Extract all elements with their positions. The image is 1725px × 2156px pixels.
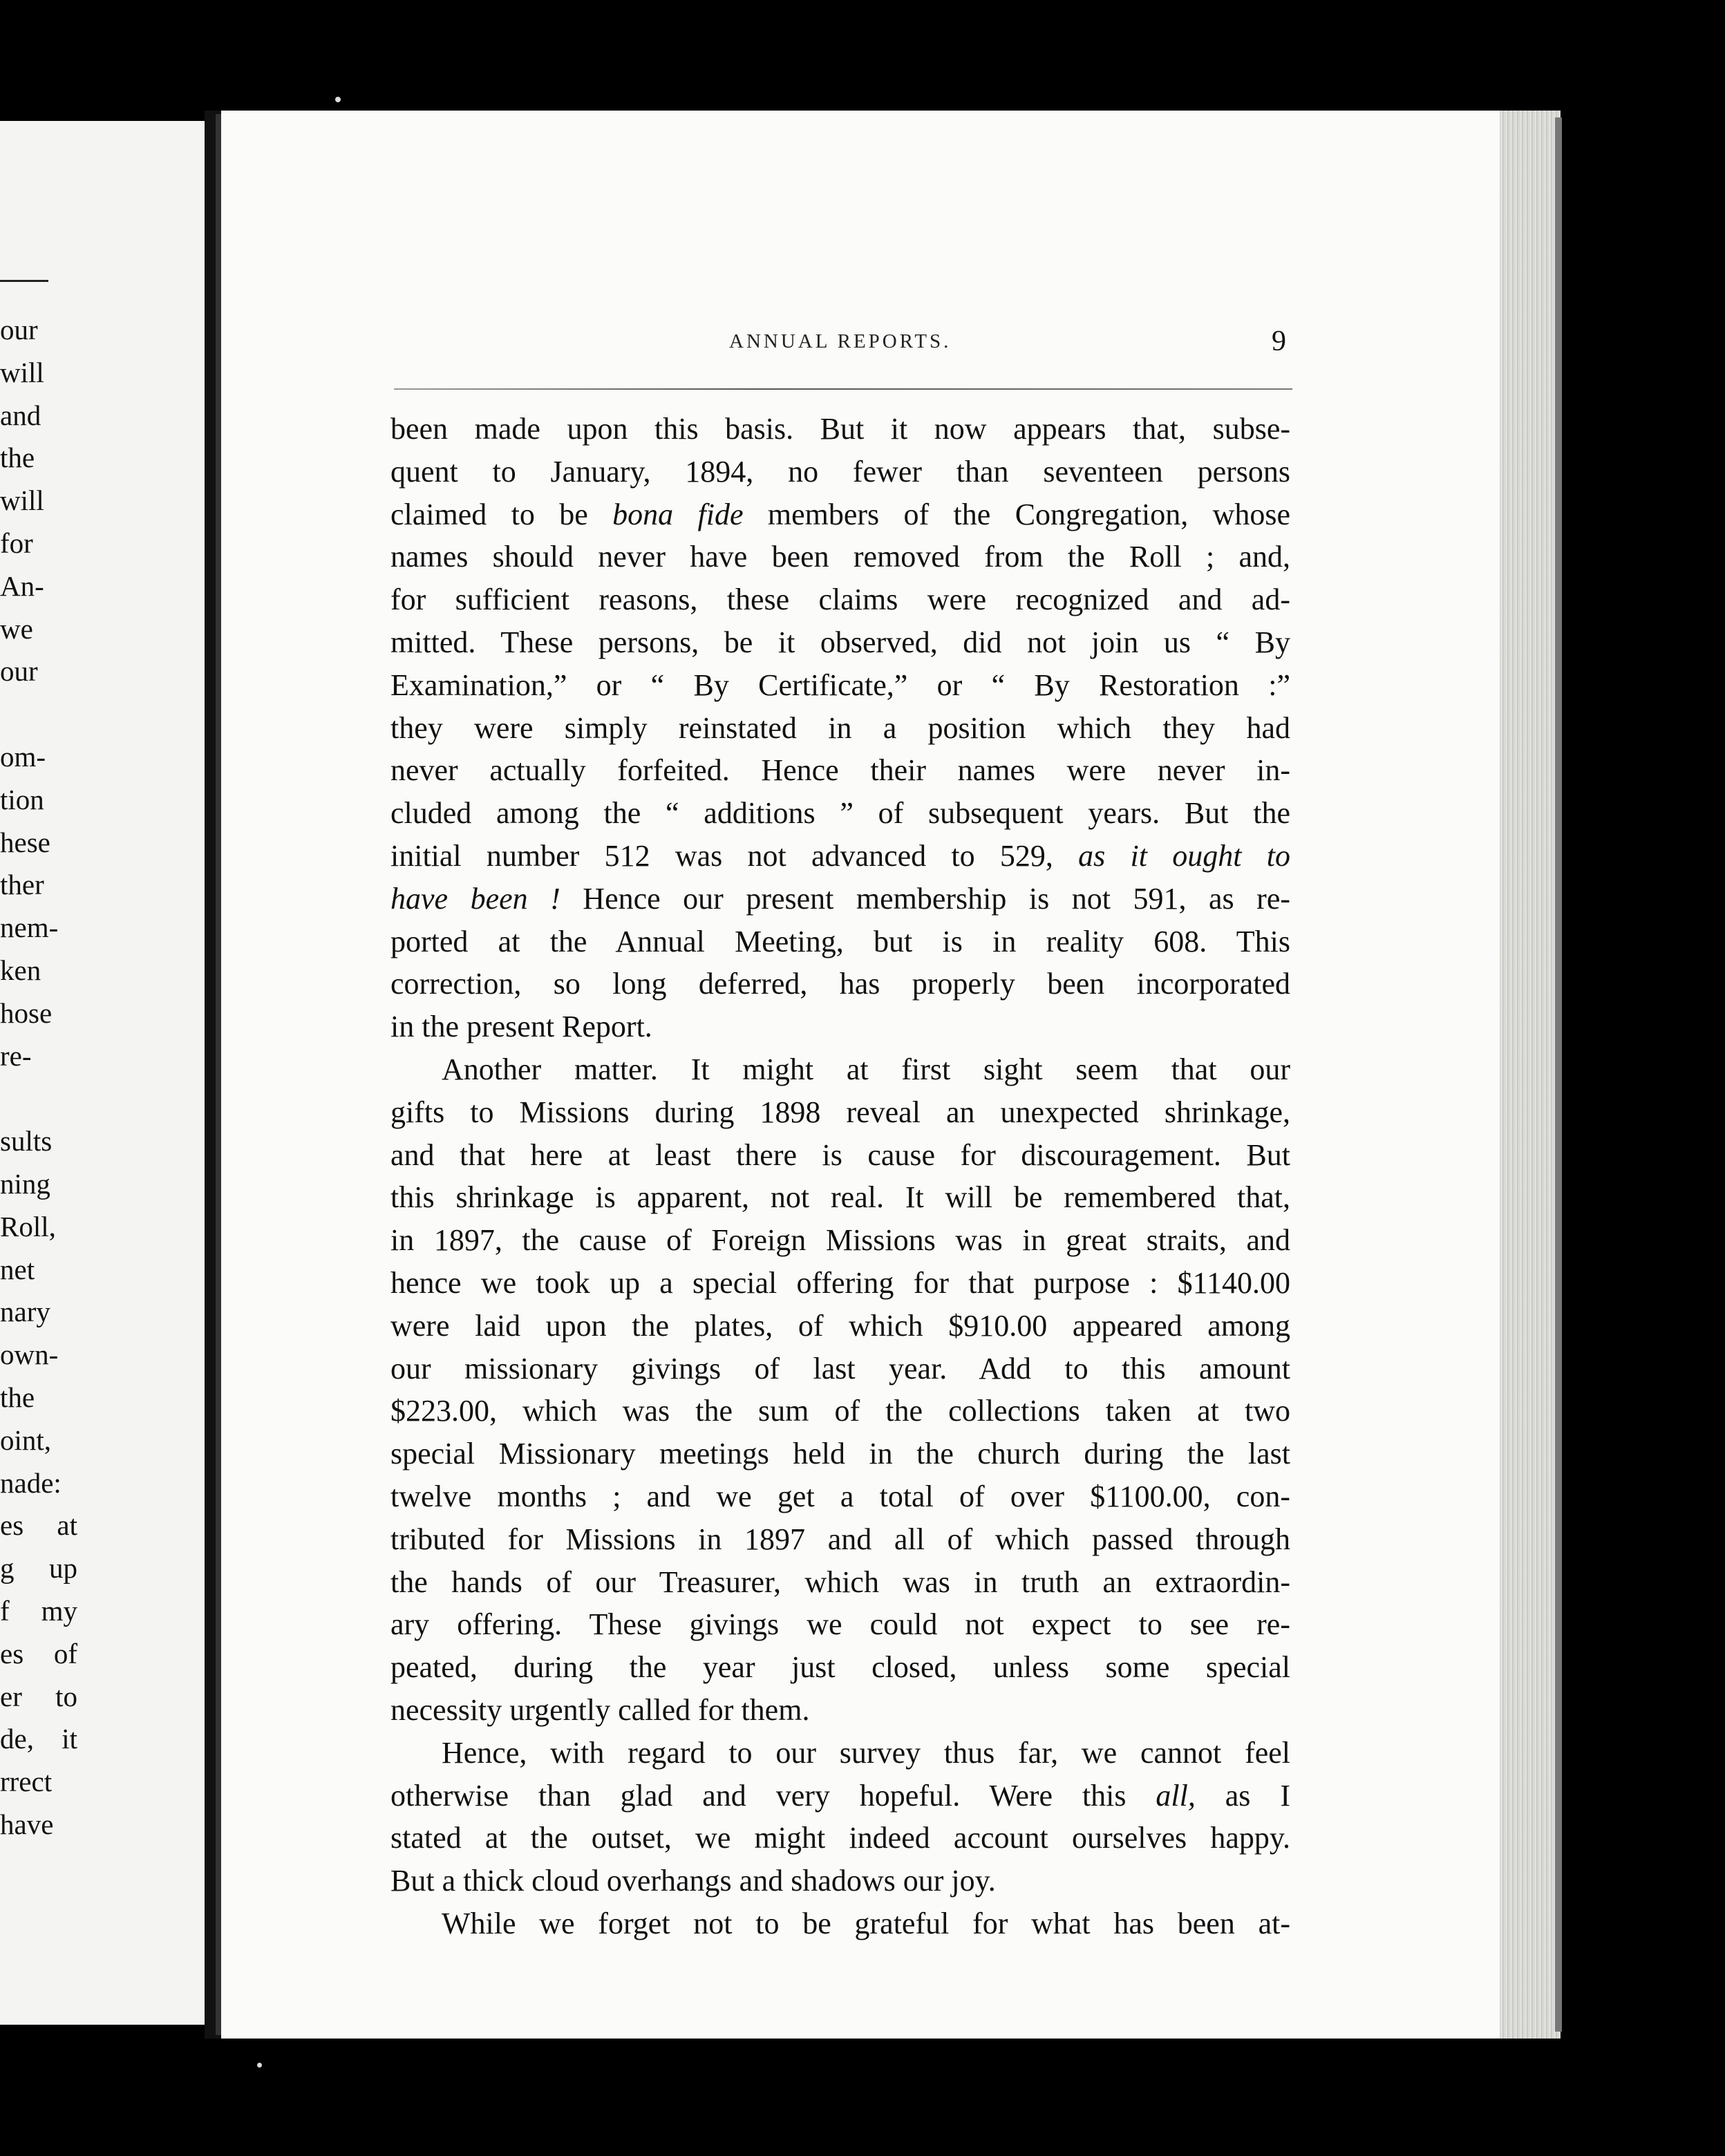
italic-run: bona fide [612,497,744,531]
dust-speck [257,2063,262,2068]
facing-page-line: will [0,484,44,517]
facing-page-line [0,1077,77,1120]
facing-page-line: net [0,1253,35,1285]
facing-page-line: and [0,399,41,431]
facing-page-line: g up [0,1552,77,1585]
text-line: gifts to Missions during 1898 reveal an unexpected shrinkage, [390,1095,1290,1129]
text-line: and that here at least there is cause for discouragement. But [390,1137,1290,1172]
italic-run: as it ought to [1078,838,1290,873]
text-line: names should never have been removed from the Roll ; and, [390,540,1290,574]
paragraph-1 [390,408,1290,1048]
text-run: claimed to be [390,497,613,531]
text-line: peated, during the year just closed, unless some special [390,1650,1290,1685]
facing-page-line [0,693,77,736]
facing-page-line: nade: [0,1466,62,1499]
text-line: But a thick cloud overhangs and shadows our joy. [390,1864,996,1898]
italic-run: have been ! [390,881,560,916]
facing-page-line: sults [0,1125,53,1157]
facing-page-line: ken [0,954,41,986]
facing-page-line: om- [0,740,46,773]
text-run: otherwise than glad and very hopeful. Were this [390,1778,1156,1813]
text-run: as I [1195,1778,1290,1813]
facing-page-line: er to [0,1680,77,1712]
facing-page-line: re- [0,1039,32,1072]
paragraph-3 [390,1732,1290,1902]
facing-page-line: the [0,442,35,474]
text-line [390,878,1290,920]
page-stack-edge [1500,111,1561,2039]
facing-page-line: the [0,1381,35,1413]
text-line: Examination,” or “ By Certificate,” or “ By Restoration :” [390,668,1290,702]
text-run: Hence our present membership is not 591, as re- [560,881,1291,916]
facing-page-line: our [0,655,38,688]
text-line: in the present Report. [390,1010,652,1044]
text-line: ported at the Annual Meeting, but is in reality 608. This [390,924,1290,958]
text-line: they were simply reinstated in a position which they had [390,710,1290,745]
facing-page-line: Roll, [0,1210,56,1242]
text-run: members of the Congregation, whose [743,497,1290,531]
text-line: hence we took up a special offering for that purpose : $1140.00 [390,1265,1290,1300]
facing-page-line: ning [0,1167,50,1200]
text-line: Another matter. It might at first sight seem that our [442,1052,1290,1086]
text-line: cluded among the “ additions ” of subsequent years. But the [390,796,1290,831]
facing-page-line: for [0,527,33,559]
facing-page-line: our [0,314,38,346]
facing-page-rule [0,280,48,282]
facing-page-line: es of [0,1637,77,1670]
text-line: stated at the outset, we might indeed account ourselves happy. [390,1821,1290,1855]
facing-page-line: de, it [0,1723,77,1755]
text-line: this shrinkage is apparent, not real. It will be remembered that, [390,1180,1290,1215]
text-line: twelve months ; and we get a total of over $1100.00, con- [390,1479,1290,1513]
running-head [221,325,1520,365]
facing-page-line: nary [0,1296,50,1328]
header-rule [394,388,1292,390]
text-line: for sufficient reasons, these claims were recognized and ad- [390,583,1290,617]
facing-page-line: hose [0,996,53,1029]
facing-page-line: oint, [0,1424,52,1456]
text-line: tributed for Missions in 1897 and all of which passed through [390,1522,1290,1556]
text-line: While we forget not to be grateful for what has been at- [442,1906,1290,1940]
text-line: were laid upon the plates, of which $910.00 appeared among [390,1308,1290,1343]
italic-run: all, [1156,1778,1196,1813]
facing-page-line: ther [0,869,44,901]
page-number: 9 [1272,325,1286,357]
text-line: correction, so long deferred, has properly been incorporated [390,967,1290,1001]
text-line: ary offering. These givings we could not expect to see re- [390,1607,1290,1642]
paragraph-2 [390,1048,1290,1732]
facing-page-line: An- [0,569,44,602]
facing-page-line: own- [0,1339,59,1371]
text-line [390,493,1290,536]
page-stack-shadow [1555,117,1562,2032]
text-line: the hands of our Treasurer, which was in truth an extraordin- [390,1564,1290,1599]
facing-page-line: hese [0,826,50,858]
facing-page-line: es at [0,1509,77,1542]
facing-page-line: tion [0,783,44,815]
text-line: never actually forfeited. Hence their names were never in- [390,753,1290,788]
facing-page-line: nem- [0,911,59,944]
facing-page-line: we [0,612,33,645]
body-text [390,408,1290,1945]
text-line: in 1897, the cause of Foreign Missions was in great straits, and [390,1223,1290,1258]
text-line: mitted. These persons, be it observed, did not join us “ By [390,625,1290,659]
book-page [221,111,1520,2039]
text-line [390,1775,1290,1817]
text-line [390,835,1290,878]
paragraph-4 [390,1902,1290,1945]
facing-page-line: have [0,1808,54,1840]
running-head-title: ANNUAL REPORTS. [729,330,952,352]
facing-page-line: rrect [0,1766,53,1798]
facing-page-text [0,309,77,1846]
text-line: $223.00, which was the sum of the collections taken at two [390,1394,1290,1428]
text-line: necessity urgently called for them. [390,1692,810,1727]
text-line: Hence, with regard to our survey thus far, we cannot feel [442,1735,1290,1770]
text-line: been made upon this basis. But it now appears that, subse- [390,412,1290,446]
facing-page-fragment [0,121,216,2025]
facing-page-line: f my [0,1594,77,1627]
dust-speck [335,97,341,102]
text-run: initial number 512 was not advanced to 529, [390,838,1079,873]
text-line: special Missionary meetings held in the church during the last [390,1437,1290,1471]
text-line: quent to January, 1894, no fewer than seventeen persons [390,454,1290,489]
text-line: our missionary givings of last year. Add to this amount [390,1351,1290,1386]
facing-page-line: will [0,356,44,388]
